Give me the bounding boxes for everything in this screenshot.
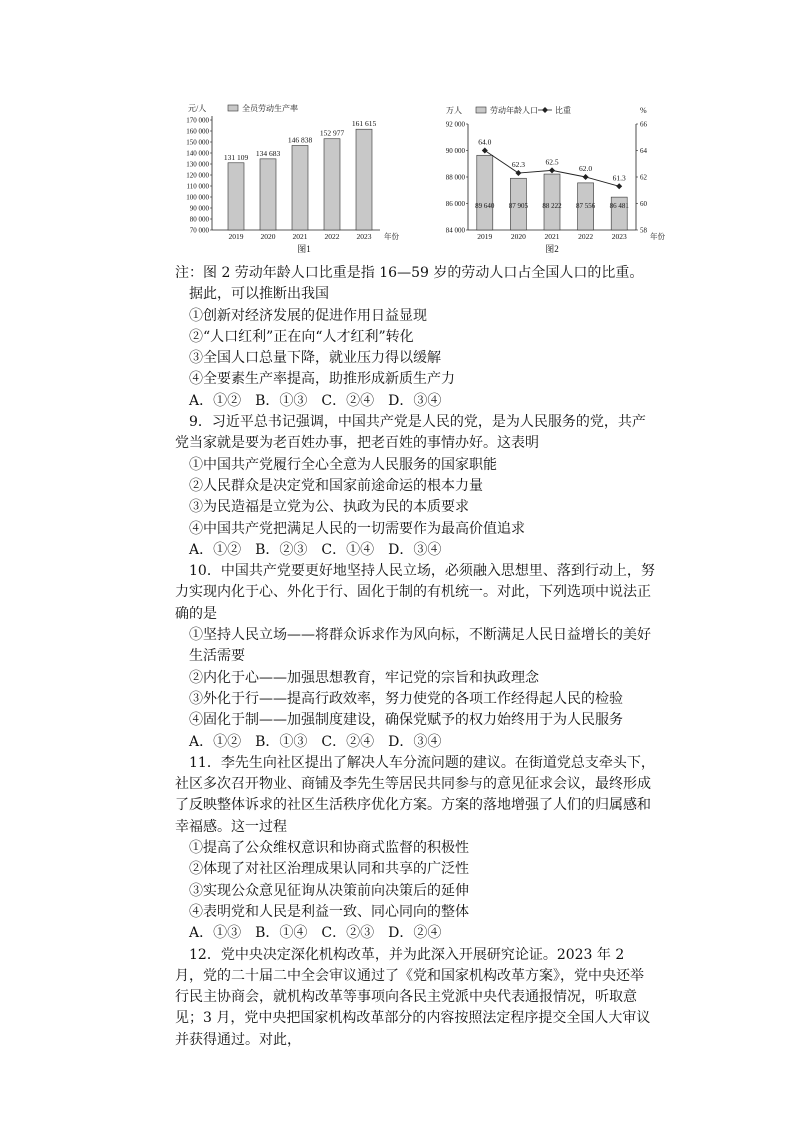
chart2-bar-value-label: 89 640: [475, 202, 495, 210]
chart1-ytick-label: 120 000: [186, 171, 209, 180]
q10-item-2: ②内化于心——加强思想教育，牢记党的宗旨和执政理念: [189, 669, 539, 686]
chart1-value-label: 161 615: [351, 119, 377, 129]
chart2-ytick-right-label: 62: [640, 173, 647, 182]
q8-item-3: ③全国人口总量下降，就业压力得以缓解: [189, 350, 441, 367]
chart2-ytick-right-label: 66: [640, 120, 647, 129]
q11-item-1: ①提高了公众维权意识和协商式监督的积极性: [189, 840, 469, 857]
q8-stem: 据此，可以推断出我国: [189, 286, 329, 303]
chart2-ratio-value-label: 61.3: [612, 173, 626, 183]
chart2-ytick-left-label: 92 000: [445, 120, 465, 129]
q12-stem: 12．党中央决定深化机构改革，并为此深入开展研究论证。2023 年 2 月，党的二十届二中全会审议通过了《党和国家机构改革方案》，党中央还举行民主协商会，就机构改革等事项向各民主党派中央代表通报情况，听取意见；3 月，党中央把国家机构改革部分的内容按照法定程序提交全国人大审议并获得通过。对此，: [175, 946, 651, 1048]
chart1-bar: [324, 139, 340, 230]
chart1-value-label: 152 977: [319, 128, 345, 138]
q9-item-2: ②人民群众是决定党和国家前途命运的根本力量: [189, 477, 483, 494]
q9-options: A．①② B．②③ C．①④ D．③④: [189, 541, 442, 558]
chart1-legend-label: 全员劳动生产率: [242, 104, 298, 113]
chart1-legend-swatch: [228, 105, 238, 111]
chart1-ytick-label: 140 000: [186, 149, 209, 158]
chart1-xtick-label: 2021: [292, 232, 308, 241]
chart2-ytick-left-label: 84 000: [445, 226, 465, 235]
chart1-bar: [260, 159, 276, 230]
chart2-ratio-value-label: 64.0: [478, 137, 492, 147]
chart1-ytick-label: 110 000: [186, 182, 209, 191]
chart2-ratio-value-label: 62.5: [545, 157, 559, 167]
chart2-ytick-right-label: 58: [640, 226, 647, 235]
chart2-legend-bar-swatch: [476, 107, 486, 113]
q10-item-4: ④固化于制——加强制度建设，确保党赋予的权力始终用于为人民服务: [189, 712, 623, 729]
chart1-yunit: 元/人: [188, 104, 207, 113]
chart2-bar-value-label: 87 556: [575, 202, 596, 210]
q10-item-1: ①坚持人民立场——将群众诉求作为风向标，不断满足人民日益增长的美好生活需要: [189, 627, 651, 665]
chart2-legend-bar-label: 劳动年龄人口: [490, 106, 538, 115]
q8-options: A．①② B．①③ C．②④ D．③④: [189, 392, 442, 409]
chart2-ratio-point: [549, 167, 555, 173]
chart1-bar: [356, 129, 372, 230]
q9-item-1: ①中国共产党履行全心全意为人民服务的国家职能: [189, 456, 497, 473]
chart2-ratio-point: [616, 183, 622, 189]
chart1-ytick-label: 70 000: [189, 226, 209, 235]
question-text: [175, 263, 655, 1051]
chart1-xtick-label: 2022: [324, 232, 340, 241]
chart2-ratio-point: [583, 174, 589, 180]
q10-options: A．①② B．①③ C．②④ D．③④: [189, 733, 442, 750]
charts-figure: [180, 100, 665, 260]
chart2-ytick-left-label: 90 000: [445, 147, 465, 155]
chart2-xtick-label: 2020: [510, 232, 526, 241]
chart1-ytick-label: 90 000: [189, 204, 209, 213]
q9-item-4: ④中国共产党把满足人民的一切需要作为最高价值追求: [189, 520, 525, 537]
chart2-ytick-left-label: 88 000: [445, 173, 465, 182]
chart2-bar: [477, 155, 493, 230]
q8-item-2: ②“人口红利”正在向“人才红利”转化: [189, 328, 414, 345]
chart2-xtick-label: 2019: [477, 232, 493, 241]
q11-item-4: ④表明党和人民是利益一致、同心同向的整体: [189, 903, 469, 920]
chart1-xtick-label: 2023: [356, 232, 372, 241]
q8-item-1: ①创新对经济发展的促进作用日益显现: [189, 307, 427, 324]
chart1-value-label: 134 683: [255, 148, 281, 158]
q9-stem: 9．习近平总书记强调，中国共产党是人民的党，是为人民服务的党，共产党当家就是要为老百姓办事，把老百姓的事情办好。这表明: [175, 414, 646, 452]
chart2-xtick-label: 2022: [578, 232, 594, 241]
chart1-value-label: 131 109: [223, 152, 249, 162]
q10-stem: 10．中国共产党要更好地坚持人民立场，必须融入思想里、落到行动上，努力实现内化于心、外化于行、固化于制的有机统一。对此，下列选项中说法正确的是: [175, 563, 655, 622]
chart-1: [186, 103, 399, 254]
chart2-ytick-right-label: 64: [640, 147, 647, 155]
q11-stem: 11．李先生向社区提出了解决人车分流问题的建议。在街道党总支牵头下，社区多次召开物业、商铺及李先生等居民共同参与的意见征求会议，最终形成了反映整体诉求的社区生活秩序优化方案。方案的落地增强了人们的归属感和幸福感。这一过程: [175, 754, 655, 835]
chart1-ytick-label: 170 000: [186, 116, 209, 125]
q11-item-3: ③实现公众意见征询从决策前向决策后的延伸: [189, 882, 469, 899]
charts-svg: [180, 100, 665, 260]
chart2-bar-value-label: 88 222: [542, 202, 562, 210]
chart2-ratio-point: [482, 148, 488, 154]
chart1-ytick-label: 150 000: [186, 138, 209, 147]
chart1-xtick-label: 2019: [228, 232, 244, 241]
chart2-yunit-left: 万人: [446, 106, 462, 115]
chart2-xtick-label: 2021: [544, 232, 560, 241]
chart2-ytick-left-label: 86 000: [445, 200, 465, 208]
chart1-xtick-label: 2020: [260, 232, 276, 241]
q9-item-3: ③为民造福是立党为公、执政为民的本质要求: [189, 499, 469, 516]
chart1-ytick-label: 100 000: [186, 193, 209, 202]
chart1-ytick-label: 80 000: [189, 215, 209, 224]
chart1-value-label: 146 838: [287, 135, 313, 145]
q8-item-4: ④全要素生产率提高，助推形成新质生产力: [189, 371, 455, 388]
chart2-bar-value-label: 87 905: [508, 202, 529, 210]
chart2-xunit: 年份: [650, 232, 665, 241]
chart2-legend-line-label: 比重: [555, 106, 571, 115]
chart2-ratio-value-label: 62.0: [579, 164, 593, 173]
chart1-bar: [292, 145, 308, 230]
chart2-ratio-value-label: 62.3: [511, 160, 525, 170]
chart-2: [446, 105, 666, 254]
chart2-xtick-label: 2023: [611, 232, 627, 241]
chart1-ytick-label: 160 000: [186, 127, 209, 136]
chart2-legend-marker: [542, 107, 548, 113]
chart-note: 注：图 2 劳动年龄人口比重是指 16—59 岁的劳动人口占全国人口的比重。: [175, 265, 644, 281]
q10-item-3: ③外化于行——提高行政效率，努力使党的各项工作经得起人民的检验: [189, 690, 623, 707]
chart1-caption: 图1: [297, 244, 311, 254]
chart1-xunit: 年份: [384, 232, 399, 241]
chart2-caption: 图2: [545, 244, 559, 254]
q11-item-2: ②体现了对社区治理成果认同和共享的广泛性: [189, 861, 469, 878]
chart1-ytick-label: 130 000: [186, 160, 209, 169]
chart2-ratio-point: [515, 170, 521, 176]
chart2-bar-value-label: 86 481: [609, 202, 629, 210]
chart2-ytick-right-label: 60: [640, 200, 647, 208]
chart1-bar: [228, 163, 244, 230]
q11-options: A．①③ B．①④ C．②③ D．②④: [189, 925, 442, 942]
chart2-yunit-right: %: [640, 106, 647, 115]
